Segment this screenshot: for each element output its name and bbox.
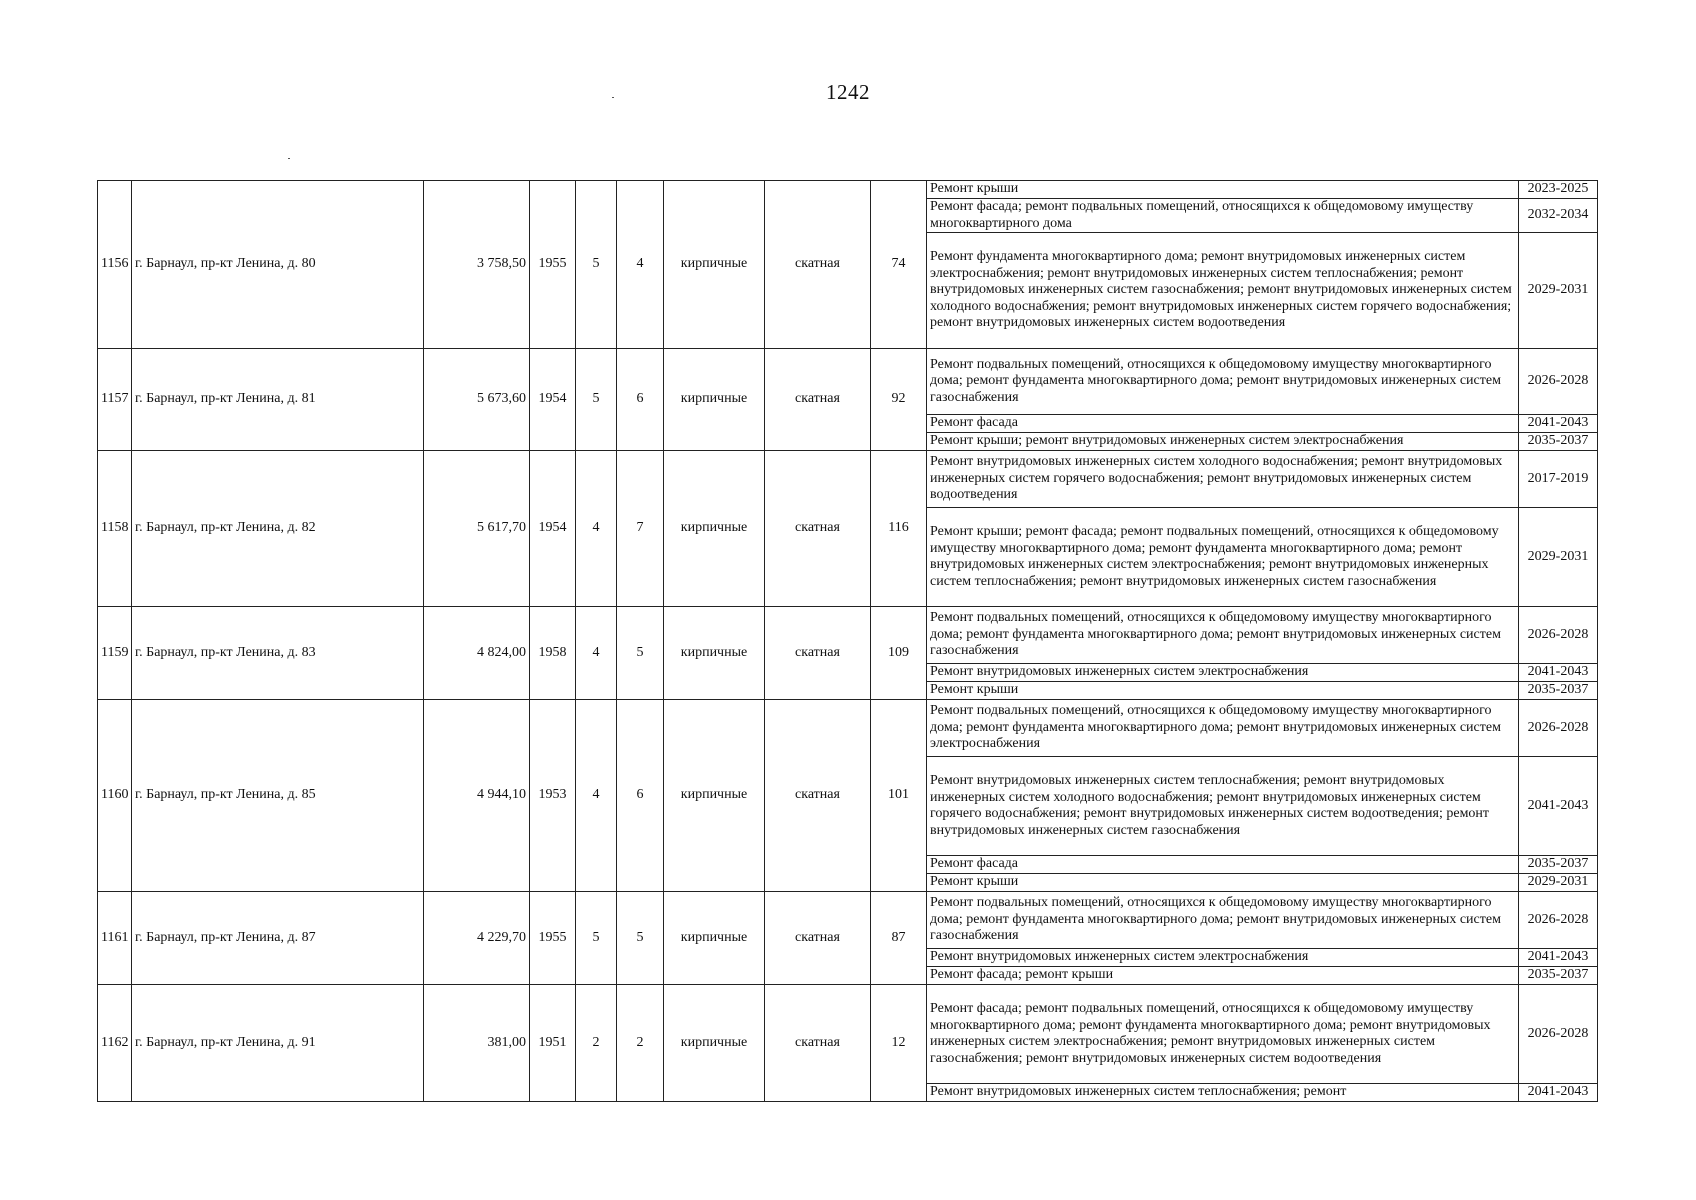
row-number-cell: 1159 [98, 607, 132, 700]
repair-period-cell: 2026-2028 [1519, 349, 1598, 415]
repair-work-cell: Ремонт внутридомовых инженерных систем электроснабжения [927, 949, 1519, 967]
apartments-cell: 101 [871, 700, 927, 892]
table-row [98, 985, 1598, 1084]
table-row [98, 607, 1598, 664]
repair-work-cell: Ремонт крыши [927, 874, 1519, 892]
repair-work-cell: Ремонт подвальных помещений, относящихся к общедомовому имуществу многоквартирного дома; ремонт фундамента многоквартирного дома; ремонт внутридомовых инженерных систем газоснабжения [927, 892, 1519, 949]
wall-material-cell: кирпичные [664, 451, 765, 607]
build-year-cell: 1954 [530, 349, 576, 451]
wall-material-cell: кирпичные [664, 349, 765, 451]
repair-work-cell: Ремонт внутридомовых инженерных систем теплоснабжения; ремонт [927, 1084, 1519, 1102]
floors-cell: 2 [576, 985, 617, 1102]
roof-type-cell: скатная [765, 349, 871, 451]
capital-repair-table [97, 180, 1598, 1102]
repair-work-cell: Ремонт крыши [927, 181, 1519, 199]
address-cell: г. Барнаул, пр-кт Ленина, д. 91 [132, 985, 424, 1102]
repair-work-cell: Ремонт фасада; ремонт подвальных помещений, относящихся к общедомовому имуществу многоквартирного дома; ремонт фундамента многоквартирного дома; ремонт внутридомовых инженерных систем электроснабжения; ремонт внутридомовых инженерных систем газоснабжения; ремонт внутридомовых инженерных систем водоотведения [927, 985, 1519, 1084]
repair-work-cell: Ремонт фасада [927, 856, 1519, 874]
row-number-cell: 1160 [98, 700, 132, 892]
apartments-cell: 109 [871, 607, 927, 700]
wall-material-cell: кирпичные [664, 700, 765, 892]
build-year-cell: 1955 [530, 892, 576, 985]
repair-period-cell: 2026-2028 [1519, 607, 1598, 664]
table-row [98, 181, 1598, 199]
repair-work-cell: Ремонт фасада; ремонт подвальных помещений, относящихся к общедомовому имуществу многоквартирного дома [927, 199, 1519, 233]
build-year-cell: 1954 [530, 451, 576, 607]
table-row [98, 349, 1598, 415]
entrances-cell: 5 [617, 607, 664, 700]
total-area-cell: 5 673,60 [424, 349, 530, 451]
apartments-cell: 87 [871, 892, 927, 985]
roof-type-cell: скатная [765, 181, 871, 349]
repair-work-cell: Ремонт крыши; ремонт фасада; ремонт подвальных помещений, относящихся к общедомовому имуществу многоквартирного дома; ремонт фундамента многоквартирного дома; ремонт внутридомовых инженерных систем электроснабжения; ремонт внутридомовых инженерных систем теплоснабжения; ремонт внутридомовых инженерных систем газоснабжения [927, 508, 1519, 607]
repair-period-cell: 2029-2031 [1519, 233, 1598, 349]
repair-period-cell: 2041-2043 [1519, 664, 1598, 682]
entrances-cell: 4 [617, 181, 664, 349]
apartments-cell: 92 [871, 349, 927, 451]
repair-period-cell: 2026-2028 [1519, 700, 1598, 757]
wall-material-cell: кирпичные [664, 892, 765, 985]
repair-work-cell: Ремонт внутридомовых инженерных систем теплоснабжения; ремонт внутридомовых инженерных систем холодного водоснабжения; ремонт внутридомовых инженерных систем горячего водоснабжения; ремонт внутридомовых инженерных систем водоотведения; ремонт внутридомовых инженерных систем газоснабжения [927, 757, 1519, 856]
repair-period-cell: 2026-2028 [1519, 892, 1598, 949]
total-area-cell: 4 944,10 [424, 700, 530, 892]
row-number-cell: 1158 [98, 451, 132, 607]
table-row [98, 451, 1598, 508]
total-area-cell: 4 824,00 [424, 607, 530, 700]
entrances-cell: 5 [617, 892, 664, 985]
repair-period-cell: 2041-2043 [1519, 415, 1598, 433]
floors-cell: 5 [576, 181, 617, 349]
repair-period-cell: 2041-2043 [1519, 757, 1598, 856]
repair-period-cell: 2035-2037 [1519, 856, 1598, 874]
repair-work-cell: Ремонт подвальных помещений, относящихся к общедомовому имуществу многоквартирного дома; ремонт фундамента многоквартирного дома; ремонт внутридомовых инженерных систем газоснабжения [927, 607, 1519, 664]
row-number-cell: 1161 [98, 892, 132, 985]
roof-type-cell: скатная [765, 607, 871, 700]
roof-type-cell: скатная [765, 985, 871, 1102]
floors-cell: 4 [576, 607, 617, 700]
floors-cell: 4 [576, 700, 617, 892]
total-area-cell: 3 758,50 [424, 181, 530, 349]
scan-speck [612, 97, 614, 98]
repair-period-cell: 2026-2028 [1519, 985, 1598, 1084]
apartments-cell: 116 [871, 451, 927, 607]
apartments-cell: 12 [871, 985, 927, 1102]
build-year-cell: 1958 [530, 607, 576, 700]
repair-work-cell: Ремонт фасада; ремонт крыши [927, 967, 1519, 985]
build-year-cell: 1953 [530, 700, 576, 892]
repair-work-cell: Ремонт подвальных помещений, относящихся к общедомовому имуществу многоквартирного дома; ремонт фундамента многоквартирного дома; ремонт внутридомовых инженерных систем газоснабжения [927, 349, 1519, 415]
repair-work-cell: Ремонт фасада [927, 415, 1519, 433]
floors-cell: 5 [576, 349, 617, 451]
address-cell: г. Барнаул, пр-кт Ленина, д. 80 [132, 181, 424, 349]
row-number-cell: 1157 [98, 349, 132, 451]
roof-type-cell: скатная [765, 700, 871, 892]
address-cell: г. Барнаул, пр-кт Ленина, д. 83 [132, 607, 424, 700]
repair-period-cell: 2041-2043 [1519, 1084, 1598, 1102]
repair-work-cell: Ремонт крыши; ремонт внутридомовых инженерных систем электроснабжения [927, 433, 1519, 451]
build-year-cell: 1955 [530, 181, 576, 349]
address-cell: г. Барнаул, пр-кт Ленина, д. 87 [132, 892, 424, 985]
table-row [98, 700, 1598, 757]
address-cell: г. Барнаул, пр-кт Ленина, д. 81 [132, 349, 424, 451]
repair-work-cell: Ремонт внутридомовых инженерных систем электроснабжения [927, 664, 1519, 682]
entrances-cell: 6 [617, 349, 664, 451]
roof-type-cell: скатная [765, 892, 871, 985]
repair-work-cell: Ремонт фундамента многоквартирного дома; ремонт внутридомовых инженерных систем электроснабжения; ремонт внутридомовых инженерных систем теплоснабжения; ремонт внутридомовых инженерных систем газоснабжения; ремонт внутридомовых инженерных систем холодного водоснабжения; ремонт внутридомовых инженерных систем горячего водоснабжения; ремонт внутридомовых инженерных систем водоотведения [927, 233, 1519, 349]
repair-period-cell: 2035-2037 [1519, 682, 1598, 700]
apartments-cell: 74 [871, 181, 927, 349]
table-row [98, 892, 1598, 949]
floors-cell: 4 [576, 451, 617, 607]
repair-period-cell: 2017-2019 [1519, 451, 1598, 508]
wall-material-cell: кирпичные [664, 181, 765, 349]
repair-period-cell: 2035-2037 [1519, 433, 1598, 451]
page-number: 1242 [826, 80, 870, 104]
floors-cell: 5 [576, 892, 617, 985]
repair-period-cell: 2032-2034 [1519, 199, 1598, 233]
repair-period-cell: 2029-2031 [1519, 508, 1598, 607]
wall-material-cell: кирпичные [664, 607, 765, 700]
repair-work-cell: Ремонт крыши [927, 682, 1519, 700]
repair-period-cell: 2023-2025 [1519, 181, 1598, 199]
scan-speck [288, 158, 290, 159]
entrances-cell: 2 [617, 985, 664, 1102]
roof-type-cell: скатная [765, 451, 871, 607]
total-area-cell: 381,00 [424, 985, 530, 1102]
wall-material-cell: кирпичные [664, 985, 765, 1102]
repair-period-cell: 2029-2031 [1519, 874, 1598, 892]
repair-work-cell: Ремонт подвальных помещений, относящихся к общедомовому имуществу многоквартирного дома; ремонт фундамента многоквартирного дома; ремонт внутридомовых инженерных систем электроснабжения [927, 700, 1519, 757]
repair-period-cell: 2041-2043 [1519, 949, 1598, 967]
build-year-cell: 1951 [530, 985, 576, 1102]
total-area-cell: 4 229,70 [424, 892, 530, 985]
total-area-cell: 5 617,70 [424, 451, 530, 607]
repair-work-cell: Ремонт внутридомовых инженерных систем холодного водоснабжения; ремонт внутридомовых инженерных систем горячего водоснабжения; ремонт внутридомовых инженерных систем водоотведения [927, 451, 1519, 508]
row-number-cell: 1162 [98, 985, 132, 1102]
entrances-cell: 6 [617, 700, 664, 892]
repair-period-cell: 2035-2037 [1519, 967, 1598, 985]
address-cell: г. Барнаул, пр-кт Ленина, д. 85 [132, 700, 424, 892]
row-number-cell: 1156 [98, 181, 132, 349]
address-cell: г. Барнаул, пр-кт Ленина, д. 82 [132, 451, 424, 607]
entrances-cell: 7 [617, 451, 664, 607]
